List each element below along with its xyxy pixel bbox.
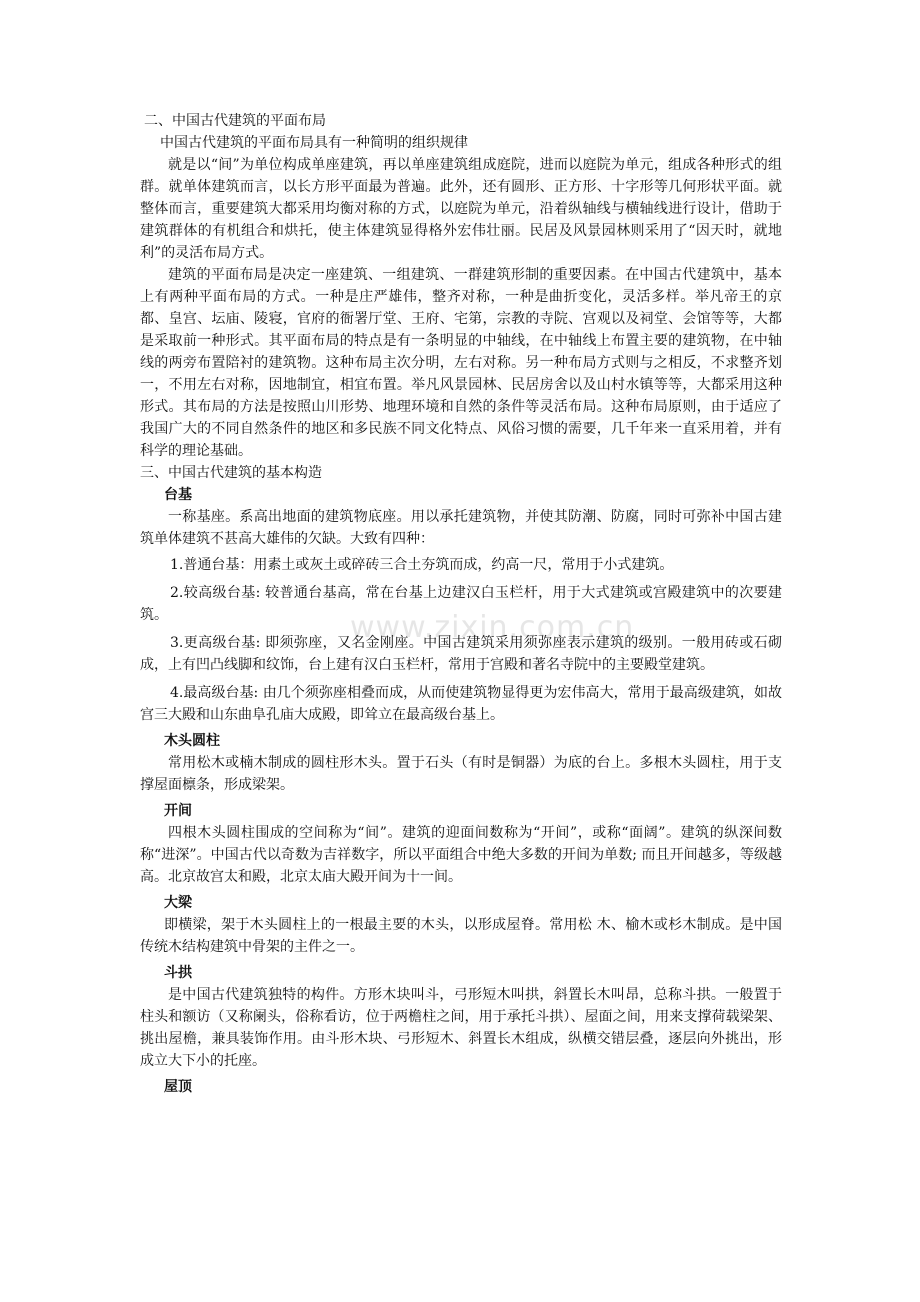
watermark: www.zixin.com.cn: [350, 610, 635, 645]
heading-dougong: 斗拱: [164, 965, 192, 981]
document-page: [140, 110, 782, 1098]
heading-wuding: 屋顶: [164, 1079, 192, 1095]
heading-mutou-yuanzhu: 木头圆柱: [164, 733, 220, 749]
taiji-intro: 一称基座。系高出地面的建筑物底座。用以承托建筑物，并使其防潮、防腐，同时可弥补中国古建筑单体建筑不甚高大雄伟的欠缺。大致有四种：: [140, 509, 782, 547]
kaijian-text: 四根木头圆柱围成的空间称为“间”。建筑的迎面间数称为“开间”，或称“面阔”。建筑的纵深间数称“进深”。中国古代以奇数为吉祥数字，所以平面组合中绝大多数的开间为单数; 而且开间越多，等级越高。北京故宫太和殿，北京太庙大殿开间为十一间。: [140, 825, 782, 885]
section-2-paragraph-1: 就是以“间”为单位构成单座建筑，再以单座建筑组成庭院，进而以庭院为单元，组成各种形式的组群。就单体建筑而言，以长方形平面最为普遍。此外，还有圆形、正方形、十字形等几何形状平面。就整体而言，重要建筑大都采用均衡对称的方式，以庭院为单元，沿着纵轴线与横轴线进行设计，借助于建筑群体的有机组合和烘托，使主体建筑显得格外宏伟壮丽。民居及风景园林则采用了“因天时，就地利”的灵活布局方式。: [140, 157, 782, 261]
section-2-paragraph-2: 建筑的平面布局是决定一座建筑、一组建筑、一群建筑形制的重要因素。在中国古代建筑中，基本上有两种平面布局的方式。一种是庄严雄伟，整齐对称，一种是曲折变化，灵活多样。举凡帝王的京都、皇宫、坛庙、陵寝，官府的衙署厅堂、王府、宅第，宗教的寺院、宫观以及祠堂、会馆等等，大都是采取前一种形式。其平面布局的特点是有一条明显的中轴线，在中轴线上布置主要的建筑物，在中轴线的两旁布置陪衬的建筑物。这种布局主次分明，左右对称。另一种布局方式则与之相反，不求整齐划一，不用左右对称，因地制宜，相宜布置。举凡风景园林、民居房舍以及山村水镇等等，大都采用这种形式。其布局的方法是按照山川形势、地理环境和自然的条件等灵活布局。这种布局原则，由于适应了我国广大的不同自然条件的地区和多民族不同文化特点、风俗习惯的需要，几千年来一直采用着，并有科学的理论基础。: [140, 267, 782, 459]
section-2-subtitle: 中国古代建筑的平面布局具有一种简明的组织规律: [160, 135, 468, 151]
section-3-title: 三、中国古代建筑的基本构造: [140, 465, 322, 481]
heading-daliang: 大梁: [164, 895, 192, 911]
mutou-yuanzhu-text: 常用松木或楠木制成的圆柱形木头。置于石头（有时是铜器）为底的台上。多根木头圆柱，用于支撑屋面檩条，形成梁架。: [140, 755, 782, 793]
section-2-title: 二、中国古代建筑的平面布局: [144, 113, 326, 129]
dougong-text: 是中国古代建筑独特的构件。方形木块叫斗，弓形短木叫拱，斜置长木叫昂，总称斗拱。一般置于柱头和额访（又称阑头，俗称看访，位于两檐柱之间，用于承托斗拱）、屋面之间，用来支撑荷载梁架、挑出屋檐，兼具装饰作用。由斗形木块、弓形短木、斜置长木组成，纵横交错层叠，逐层向外挑出，形成立大下小的托座。: [140, 987, 782, 1069]
taiji-item-2: 2.较高级台基: 较普通台基高，常在台基上边建汉白玉栏杆，用于大式建筑或宫殿建筑中的次要建筑。: [140, 585, 782, 623]
heading-kaijian: 开间: [164, 803, 192, 819]
taiji-item-1: 1.普通台基：用素土或灰土或碎砖三合土夯筑而成，约高一尺，常用于小式建筑。: [170, 557, 674, 573]
heading-taiji: 台基: [164, 487, 192, 503]
taiji-item-3: 3.更高级台基: 即须弥座，又名金刚座。中国古建筑采用须弥座表示建筑的级别。一般用砖或石砌成，上有凹凸线脚和纹饰，台上建有汉白玉栏杆，常用于宫殿和著名寺院中的主要殿堂建筑。: [140, 635, 782, 673]
daliang-text: 即横梁，架于木头圆柱上的一根最主要的木头，以形成屋脊。常用松 木、榆木或杉木制成。是中国传统木结构建筑中骨架的主件之一。: [140, 917, 782, 955]
taiji-item-4: 4.最高级台基: 由几个须弥座相叠而成，从而使建筑物显得更为宏伟高大，常用于最高级建筑，如故宫三大殿和山东曲阜孔庙大成殿，即耸立在最高级台基上。: [140, 685, 782, 723]
